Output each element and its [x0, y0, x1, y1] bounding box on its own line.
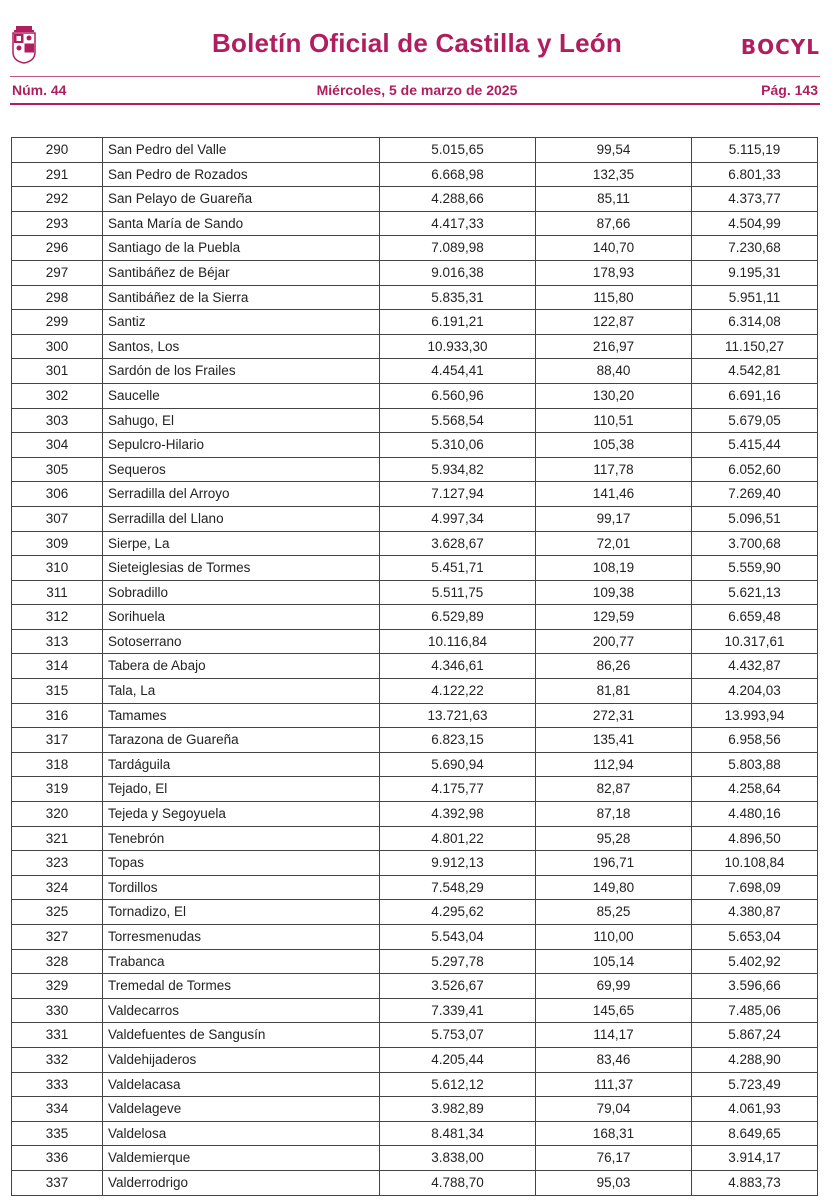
- row-id: 329: [12, 974, 103, 999]
- amount-a: 10.116,84: [380, 629, 536, 654]
- amount-a: 5.511,75: [380, 580, 536, 605]
- amount-b: 87,18: [536, 802, 692, 827]
- amount-total: 10.317,61: [692, 629, 818, 654]
- row-id: 318: [12, 752, 103, 777]
- amount-a: 3.628,67: [380, 531, 536, 556]
- amount-b: 132,35: [536, 162, 692, 187]
- municipality-name: Sahugo, El: [103, 408, 380, 433]
- table-row: [12, 875, 818, 900]
- row-id: 300: [12, 334, 103, 359]
- municipality-name: Sierpe, La: [103, 531, 380, 556]
- table-row: [12, 826, 818, 851]
- table-row: [12, 285, 818, 310]
- header-rule-top: [10, 76, 820, 77]
- amount-total: 6.314,08: [692, 310, 818, 335]
- amount-total: 7.698,09: [692, 875, 818, 900]
- municipality-name: Tabera de Abajo: [103, 654, 380, 679]
- table-row: [12, 974, 818, 999]
- amount-b: 108,19: [536, 556, 692, 581]
- amount-a: 4.454,41: [380, 359, 536, 384]
- amount-a: 5.310,06: [380, 433, 536, 458]
- amount-a: 5.543,04: [380, 925, 536, 950]
- municipality-name: Sardón de los Frailes: [103, 359, 380, 384]
- amount-total: 4.288,90: [692, 1047, 818, 1072]
- table-row: [12, 777, 818, 802]
- municipality-name: Serradilla del Arroyo: [103, 482, 380, 507]
- amount-total: 4.896,50: [692, 826, 818, 851]
- municipality-name: Santibáñez de Béjar: [103, 260, 380, 285]
- municipality-name: Sorihuela: [103, 605, 380, 630]
- amount-b: 86,26: [536, 654, 692, 679]
- row-id: 309: [12, 531, 103, 556]
- amount-total: 4.542,81: [692, 359, 818, 384]
- row-id: 321: [12, 826, 103, 851]
- row-id: 315: [12, 679, 103, 704]
- row-id: 306: [12, 482, 103, 507]
- amount-a: 5.753,07: [380, 1023, 536, 1048]
- municipality-name: Sieteiglesias de Tormes: [103, 556, 380, 581]
- amount-a: 4.997,34: [380, 506, 536, 531]
- amount-b: 76,17: [536, 1146, 692, 1171]
- table-row: [12, 851, 818, 876]
- amount-total: 7.269,40: [692, 482, 818, 507]
- amount-a: 5.835,31: [380, 285, 536, 310]
- municipality-name: Valdehijaderos: [103, 1047, 380, 1072]
- table-row: [12, 1097, 818, 1122]
- amount-total: 5.867,24: [692, 1023, 818, 1048]
- municipality-name: Trabanca: [103, 949, 380, 974]
- amount-b: 145,65: [536, 998, 692, 1023]
- amount-total: 11.150,27: [692, 334, 818, 359]
- row-id: 331: [12, 1023, 103, 1048]
- page-header: [0, 0, 834, 110]
- amount-b: 105,38: [536, 433, 692, 458]
- amount-b: 117,78: [536, 457, 692, 482]
- row-id: 307: [12, 506, 103, 531]
- amount-b: 72,01: [536, 531, 692, 556]
- amount-a: 8.481,34: [380, 1121, 536, 1146]
- amount-b: 216,97: [536, 334, 692, 359]
- amount-total: 4.480,16: [692, 802, 818, 827]
- amount-total: 6.659,48: [692, 605, 818, 630]
- amount-b: 69,99: [536, 974, 692, 999]
- amount-a: 4.205,44: [380, 1047, 536, 1072]
- row-id: 310: [12, 556, 103, 581]
- row-id: 290: [12, 138, 103, 163]
- amount-a: 3.838,00: [380, 1146, 536, 1171]
- amount-total: 3.596,66: [692, 974, 818, 999]
- municipality-name: Tarazona de Guareña: [103, 728, 380, 753]
- table-row: [12, 433, 818, 458]
- row-id: 332: [12, 1047, 103, 1072]
- municipality-name: Tejado, El: [103, 777, 380, 802]
- amount-a: 5.612,12: [380, 1072, 536, 1097]
- row-id: 333: [12, 1072, 103, 1097]
- municipality-name: Sequeros: [103, 457, 380, 482]
- amount-b: 140,70: [536, 236, 692, 261]
- table-row: [12, 580, 818, 605]
- amount-a: 5.015,65: [380, 138, 536, 163]
- table-row: [12, 605, 818, 630]
- page-number: Pág. 143: [761, 82, 818, 98]
- municipality-name: Valderrodrigo: [103, 1170, 380, 1195]
- issue-date: Miércoles, 5 de marzo de 2025: [316, 82, 518, 98]
- table-row: [12, 752, 818, 777]
- row-id: 296: [12, 236, 103, 261]
- amount-a: 4.788,70: [380, 1170, 536, 1195]
- row-id: 297: [12, 260, 103, 285]
- table-row: [12, 383, 818, 408]
- amount-a: 6.668,98: [380, 162, 536, 187]
- amount-a: 5.934,82: [380, 457, 536, 482]
- bocyl-logo: BOCYL: [740, 35, 820, 59]
- municipality-name: Tardáguila: [103, 752, 380, 777]
- amount-b: 135,41: [536, 728, 692, 753]
- amount-total: 4.204,03: [692, 679, 818, 704]
- amount-a: 5.297,78: [380, 949, 536, 974]
- municipality-name: Tremedal de Tormes: [103, 974, 380, 999]
- amount-a: 7.548,29: [380, 875, 536, 900]
- municipality-name: Torresmenudas: [103, 925, 380, 950]
- amount-b: 87,66: [536, 211, 692, 236]
- municipality-name: Valdecarros: [103, 998, 380, 1023]
- municipality-name: Sepulcro-Hilario: [103, 433, 380, 458]
- municipality-name: Santibáñez de la Sierra: [103, 285, 380, 310]
- amount-total: 7.485,06: [692, 998, 818, 1023]
- amount-a: 3.982,89: [380, 1097, 536, 1122]
- row-id: 336: [12, 1146, 103, 1171]
- table-row: [12, 310, 818, 335]
- row-id: 327: [12, 925, 103, 950]
- amount-b: 79,04: [536, 1097, 692, 1122]
- amount-b: 122,87: [536, 310, 692, 335]
- amount-a: 3.526,67: [380, 974, 536, 999]
- header-rule-bottom: [10, 103, 820, 105]
- amount-total: 8.649,65: [692, 1121, 818, 1146]
- amount-total: 7.230,68: [692, 236, 818, 261]
- municipality-name: Serradilla del Llano: [103, 506, 380, 531]
- municipality-name: Tala, La: [103, 679, 380, 704]
- table-row: [12, 408, 818, 433]
- amount-total: 5.653,04: [692, 925, 818, 950]
- municipality-name: Santos, Los: [103, 334, 380, 359]
- row-id: 325: [12, 900, 103, 925]
- amount-b: 114,17: [536, 1023, 692, 1048]
- amount-total: 6.052,60: [692, 457, 818, 482]
- amount-b: 272,31: [536, 703, 692, 728]
- amount-total: 9.195,31: [692, 260, 818, 285]
- municipality-name: San Pedro del Valle: [103, 138, 380, 163]
- amount-b: 149,80: [536, 875, 692, 900]
- row-id: 320: [12, 802, 103, 827]
- amount-total: 5.723,49: [692, 1072, 818, 1097]
- table-row: [12, 531, 818, 556]
- amount-total: 4.061,93: [692, 1097, 818, 1122]
- amount-b: 99,54: [536, 138, 692, 163]
- issue-number: Núm. 44: [12, 82, 67, 98]
- municipality-name: San Pedro de Rozados: [103, 162, 380, 187]
- table-row: [12, 728, 818, 753]
- amount-b: 196,71: [536, 851, 692, 876]
- table-row: [12, 1146, 818, 1171]
- amount-total: 4.883,73: [692, 1170, 818, 1195]
- amount-b: 95,28: [536, 826, 692, 851]
- amount-b: 141,46: [536, 482, 692, 507]
- municipality-name: Tenebrón: [103, 826, 380, 851]
- municipality-name: Topas: [103, 851, 380, 876]
- table-row: [12, 236, 818, 261]
- table-row: [12, 556, 818, 581]
- row-id: 328: [12, 949, 103, 974]
- row-id: 334: [12, 1097, 103, 1122]
- table-row: [12, 1121, 818, 1146]
- table-row: [12, 211, 818, 236]
- amount-a: 7.339,41: [380, 998, 536, 1023]
- municipality-name: Valdelosa: [103, 1121, 380, 1146]
- municipality-name: San Pelayo de Guareña: [103, 187, 380, 212]
- table-row: [12, 629, 818, 654]
- amount-b: 110,51: [536, 408, 692, 433]
- amount-total: 3.914,17: [692, 1146, 818, 1171]
- amount-b: 112,94: [536, 752, 692, 777]
- amount-total: 5.096,51: [692, 506, 818, 531]
- amount-a: 9.016,38: [380, 260, 536, 285]
- amount-a: 5.690,94: [380, 752, 536, 777]
- amount-a: 7.127,94: [380, 482, 536, 507]
- amount-a: 10.933,30: [380, 334, 536, 359]
- row-id: 316: [12, 703, 103, 728]
- amount-total: 5.679,05: [692, 408, 818, 433]
- amount-a: 6.560,96: [380, 383, 536, 408]
- amount-total: 5.951,11: [692, 285, 818, 310]
- amount-total: 4.373,77: [692, 187, 818, 212]
- amount-total: 4.432,87: [692, 654, 818, 679]
- amount-b: 130,20: [536, 383, 692, 408]
- table-body: [12, 138, 818, 1196]
- municipality-name: Sobradillo: [103, 580, 380, 605]
- amount-b: 85,11: [536, 187, 692, 212]
- row-id: 304: [12, 433, 103, 458]
- amount-b: 110,00: [536, 925, 692, 950]
- table-row: [12, 506, 818, 531]
- municipality-name: Tejeda y Segoyuela: [103, 802, 380, 827]
- amount-a: 6.823,15: [380, 728, 536, 753]
- municipality-name: Valdemierque: [103, 1146, 380, 1171]
- row-id: 312: [12, 605, 103, 630]
- amount-b: 82,87: [536, 777, 692, 802]
- row-id: 301: [12, 359, 103, 384]
- municipality-name: Santa María de Sando: [103, 211, 380, 236]
- amount-b: 115,80: [536, 285, 692, 310]
- amount-b: 200,77: [536, 629, 692, 654]
- table-row: [12, 949, 818, 974]
- municipality-name: Tamames: [103, 703, 380, 728]
- amount-total: 6.691,16: [692, 383, 818, 408]
- table-row: [12, 802, 818, 827]
- amount-total: 5.621,13: [692, 580, 818, 605]
- amount-b: 95,03: [536, 1170, 692, 1195]
- amount-a: 4.295,62: [380, 900, 536, 925]
- amount-a: 6.529,89: [380, 605, 536, 630]
- amount-b: 88,40: [536, 359, 692, 384]
- amount-a: 4.417,33: [380, 211, 536, 236]
- row-id: 302: [12, 383, 103, 408]
- amount-b: 105,14: [536, 949, 692, 974]
- row-id: 313: [12, 629, 103, 654]
- row-id: 293: [12, 211, 103, 236]
- amount-total: 6.801,33: [692, 162, 818, 187]
- row-id: 292: [12, 187, 103, 212]
- table-row: [12, 260, 818, 285]
- amount-total: 10.108,84: [692, 851, 818, 876]
- amount-a: 6.191,21: [380, 310, 536, 335]
- amount-total: 5.115,19: [692, 138, 818, 163]
- amount-a: 4.346,61: [380, 654, 536, 679]
- row-id: 323: [12, 851, 103, 876]
- amount-a: 5.451,71: [380, 556, 536, 581]
- municipality-name: Tordillos: [103, 875, 380, 900]
- row-id: 324: [12, 875, 103, 900]
- municipality-name: Valdelageve: [103, 1097, 380, 1122]
- table-row: [12, 1170, 818, 1195]
- amount-total: 5.559,90: [692, 556, 818, 581]
- municipality-name: Santiz: [103, 310, 380, 335]
- amount-b: 111,37: [536, 1072, 692, 1097]
- amount-total: 5.402,92: [692, 949, 818, 974]
- amount-total: 4.380,87: [692, 900, 818, 925]
- municipality-table: [11, 137, 818, 1196]
- amount-total: 13.993,94: [692, 703, 818, 728]
- table-row: [12, 138, 818, 163]
- row-id: 335: [12, 1121, 103, 1146]
- table-row: [12, 1023, 818, 1048]
- amount-b: 168,31: [536, 1121, 692, 1146]
- municipality-name: Santiago de la Puebla: [103, 236, 380, 261]
- table-row: [12, 925, 818, 950]
- table-row: [12, 1047, 818, 1072]
- row-id: 337: [12, 1170, 103, 1195]
- amount-total: 4.504,99: [692, 211, 818, 236]
- municipality-name: Saucelle: [103, 383, 380, 408]
- table-row: [12, 1072, 818, 1097]
- amount-b: 129,59: [536, 605, 692, 630]
- amount-total: 4.258,64: [692, 777, 818, 802]
- amount-b: 178,93: [536, 260, 692, 285]
- row-id: 319: [12, 777, 103, 802]
- amount-b: 109,38: [536, 580, 692, 605]
- amount-a: 4.122,22: [380, 679, 536, 704]
- municipality-name: Valdefuentes de Sangusín: [103, 1023, 380, 1048]
- municipality-name: Sotoserrano: [103, 629, 380, 654]
- row-id: 298: [12, 285, 103, 310]
- municipality-name: Tornadizo, El: [103, 900, 380, 925]
- table-row: [12, 334, 818, 359]
- table-row: [12, 162, 818, 187]
- table-row: [12, 654, 818, 679]
- amount-a: 7.089,98: [380, 236, 536, 261]
- amount-total: 3.700,68: [692, 531, 818, 556]
- row-id: 305: [12, 457, 103, 482]
- table-row: [12, 457, 818, 482]
- row-id: 291: [12, 162, 103, 187]
- amount-a: 4.288,66: [380, 187, 536, 212]
- row-id: 317: [12, 728, 103, 753]
- table-row: [12, 359, 818, 384]
- bulletin-title: Boletín Oficial de Castilla y León: [212, 28, 622, 58]
- amount-a: 4.392,98: [380, 802, 536, 827]
- amount-a: 9.912,13: [380, 851, 536, 876]
- table-row: [12, 679, 818, 704]
- table-row: [12, 900, 818, 925]
- row-id: 330: [12, 998, 103, 1023]
- row-id: 303: [12, 408, 103, 433]
- amount-a: 13.721,63: [380, 703, 536, 728]
- amount-b: 85,25: [536, 900, 692, 925]
- row-id: 299: [12, 310, 103, 335]
- amount-total: 5.415,44: [692, 433, 818, 458]
- table-row: [12, 187, 818, 212]
- amount-total: 5.803,88: [692, 752, 818, 777]
- amount-total: 6.958,56: [692, 728, 818, 753]
- table-row: [12, 998, 818, 1023]
- amount-a: 4.801,22: [380, 826, 536, 851]
- amount-a: 4.175,77: [380, 777, 536, 802]
- row-id: 314: [12, 654, 103, 679]
- amount-b: 81,81: [536, 679, 692, 704]
- row-id: 311: [12, 580, 103, 605]
- table-row: [12, 703, 818, 728]
- amount-a: 5.568,54: [380, 408, 536, 433]
- amount-b: 83,46: [536, 1047, 692, 1072]
- municipality-name: Valdelacasa: [103, 1072, 380, 1097]
- amount-b: 99,17: [536, 506, 692, 531]
- table-row: [12, 482, 818, 507]
